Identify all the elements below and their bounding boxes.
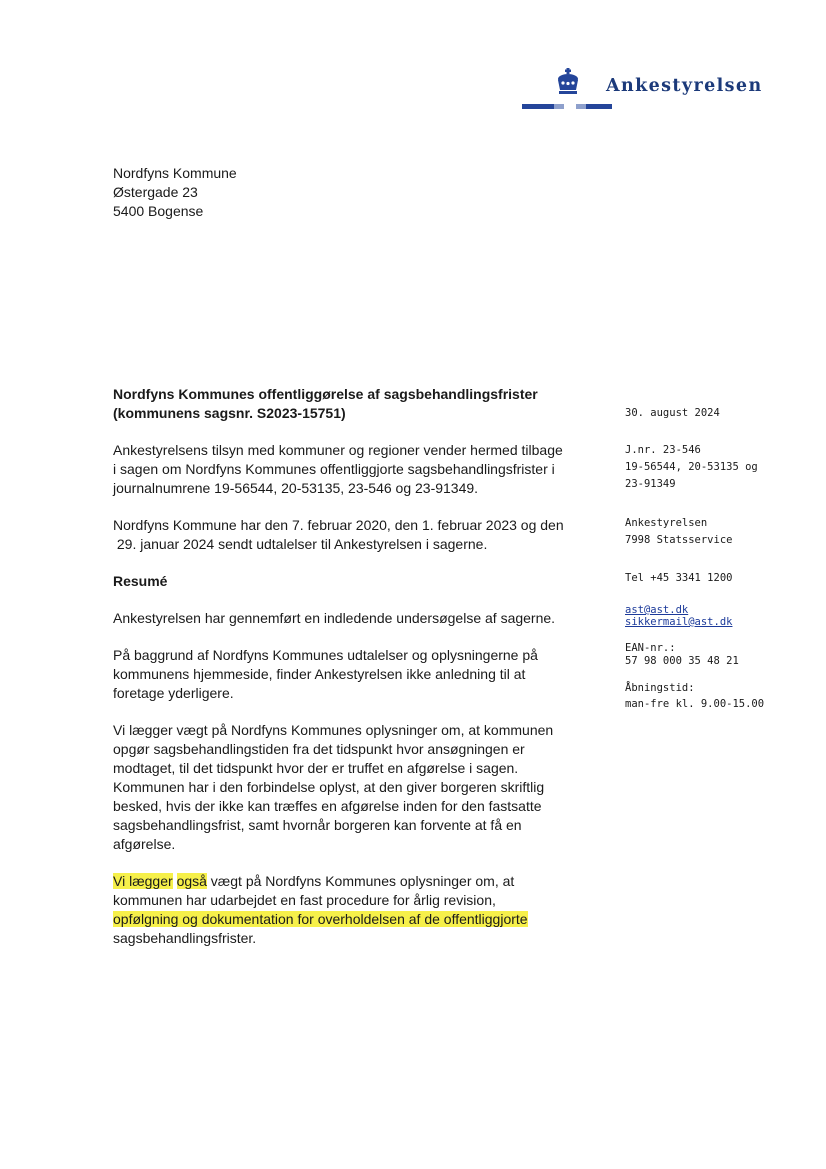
text-line: Nordfyns Kommune har den 7. februar 2020, den 1. februar 2023 og den <box>113 517 564 533</box>
ean-value: 57 98 000 35 48 21 <box>625 655 739 667</box>
ean-label: EAN-nr.: <box>625 642 676 654</box>
logo-bar-left <box>522 104 554 109</box>
text-line: kommunens hjemmeside, finder Ankestyrelsen ikke anledning til at <box>113 666 526 682</box>
text-line: kommunen har udarbejdet en fast procedure for årlig revision, <box>113 892 496 908</box>
highlighted-text: Vi lægger <box>113 873 173 889</box>
letter-title <box>113 385 603 423</box>
opening-hours <box>625 680 764 712</box>
text-line: Kommunen har i den forbindelse oplyst, at den giver borgeren skriftlig <box>113 779 545 795</box>
recipient-name: Nordfyns Kommune <box>113 165 237 181</box>
phone-number: Tel +45 3341 1200 <box>625 572 733 584</box>
paragraph-intro <box>113 441 603 498</box>
paragraph-conclusion <box>113 646 603 703</box>
text-line: sagsbehandlingsfrist, samt hvornår borgeren kan forvente at få en <box>113 817 522 833</box>
text-line: modtaget, til det tidspunkt hvor der er truffet en afgørelse i sagen. <box>113 760 519 776</box>
resume-heading: Resumé <box>113 573 168 589</box>
text-line: 29. januar 2024 sendt udtalelser til Ankestyrelsen i sagerne. <box>113 536 488 552</box>
logo-bar-fade-left <box>554 104 564 109</box>
paragraph-investigation: Ankestyrelsen har gennemført en indledende undersøgelse af sagerne. <box>113 610 556 626</box>
paragraph-processing-time <box>113 721 603 854</box>
opening-hours-value: man-fre kl. 9.00-15.00 <box>625 698 765 710</box>
text-line: journalnumrene 19-56544, 20-53135, 23-546 og 23-91349. <box>113 480 479 496</box>
text-line: afgørelse. <box>113 836 176 852</box>
text-line: Ankestyrelsens tilsyn med kommuner og regioner vender hermed tilbage <box>113 442 563 458</box>
crown-icon <box>555 68 581 96</box>
text-line: i sagen om Nordfyns Kommunes offentliggjorte sagsbehandlingsfrister i <box>113 461 555 477</box>
journal-numbers <box>625 443 758 492</box>
paragraph-statements <box>113 516 603 554</box>
email-link[interactable]: ast@ast.dk <box>625 604 689 616</box>
journal-number-line: J.nr. 23-546 <box>625 444 701 456</box>
ean-number <box>625 642 739 668</box>
letter-title-line-2: (kommunens sagsnr. S2023-15751) <box>113 405 346 421</box>
letter-title-line-1: Nordfyns Kommunes offentliggørelse af sagsbehandlingsfrister <box>113 386 538 402</box>
sender-name: Ankestyrelsen <box>625 517 708 529</box>
highlighted-text: også <box>176 873 207 889</box>
text-line: På baggrund af Nordfyns Kommunes udtalelser og oplysningerne på <box>113 647 538 663</box>
text-line: besked, hvis der ikke kan træffes en afgørelse inden for den fastsatte <box>113 798 542 814</box>
recipient-address <box>113 164 237 221</box>
logo-bar-right <box>586 104 612 109</box>
text-line: sagsbehandlingsfrister. <box>113 930 257 946</box>
sender-address <box>625 516 732 548</box>
text-line: vægt på Nordfyns Kommunes oplysninger om, at <box>206 873 515 889</box>
opening-hours-label: Åbningstid: <box>625 682 695 694</box>
text-line: opgør sagsbehandlingstiden fra det tidspunkt hvor ansøgningen er <box>113 741 525 757</box>
text-line: foretage yderligere. <box>113 685 234 701</box>
text-gap <box>173 873 177 889</box>
letter-body <box>113 385 603 948</box>
logo-bar-fade-right <box>576 104 586 109</box>
text-line: Vi lægger vægt på Nordfyns Kommunes oplysninger om, at kommunen <box>113 722 554 738</box>
letter-date: 30. august 2024 <box>625 407 720 419</box>
brand-name: Ankestyrelsen <box>606 76 763 96</box>
sender-service: 7998 Statsservice <box>625 534 733 546</box>
journal-number-line: 19-56544, 20-53135 og <box>625 461 758 473</box>
recipient-city: 5400 Bogense <box>113 203 204 219</box>
journal-number-line: 23-91349 <box>625 478 676 490</box>
highlighted-text: opfølgning og dokumentation for overholdelsen af de offentliggjorte <box>113 911 528 927</box>
paragraph-revision-procedure <box>113 872 603 948</box>
contact-emails <box>625 604 732 628</box>
secure-email-link[interactable]: sikkermail@ast.dk <box>625 616 733 628</box>
ankestyrelsen-logo <box>520 66 790 116</box>
recipient-street: Østergade 23 <box>113 184 198 200</box>
